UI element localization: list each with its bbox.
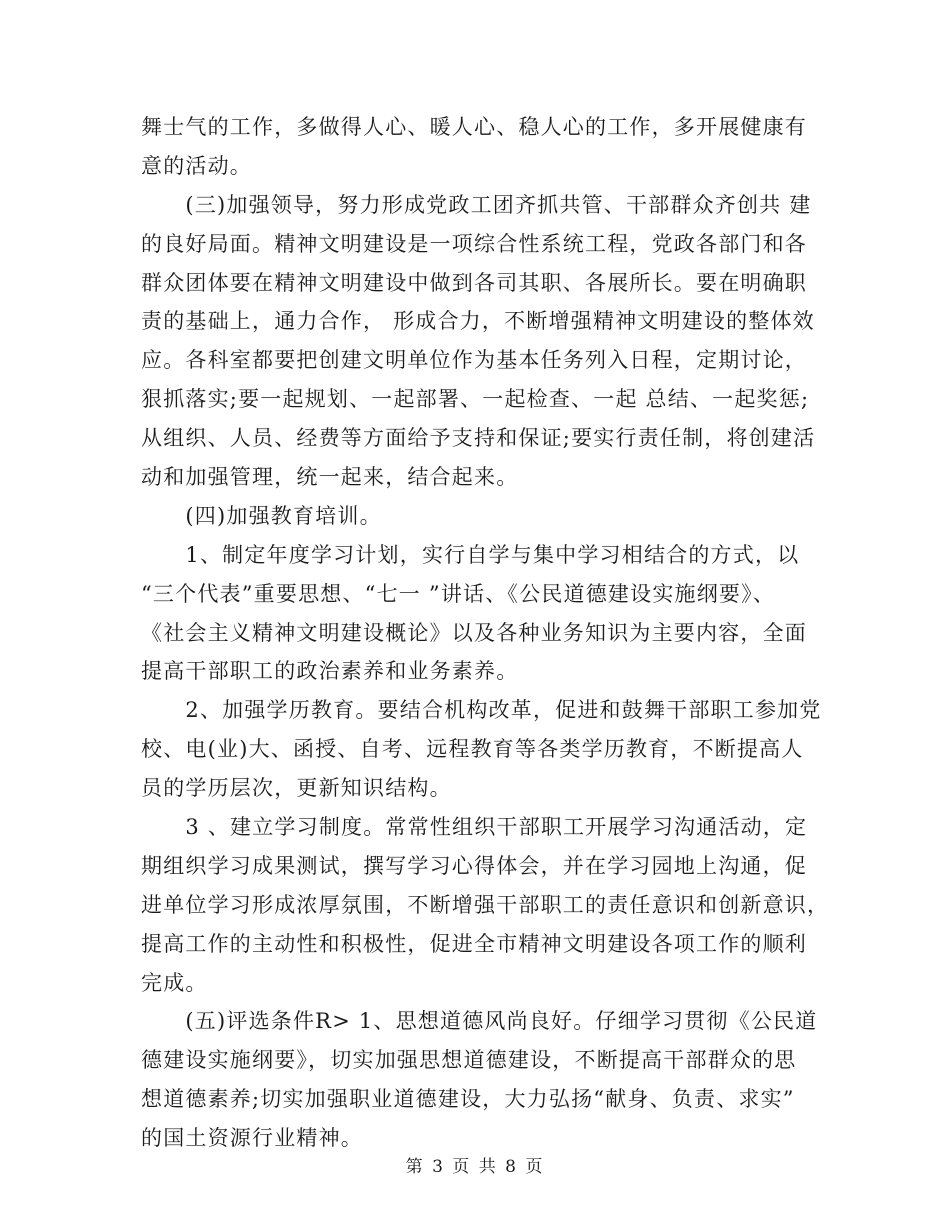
text-line: 狠抓落实;要一起规划、一起部署、一起检查、一起 总结、一起奖惩; (141, 387, 810, 412)
text-line: 动和加强管理，统一起来，结合起来。 (141, 465, 519, 490)
text-line: 期组织学习成果测试，撰写学习心得体会，并在学习园地上沟通，促 (141, 853, 807, 878)
text-line: “三个代表”重要思想、“七一 ”讲话、《公民道德建设实施纲要》、 (141, 581, 776, 606)
text-line: 德建设实施纲要》，切实加强思想道德建设，不断提高干部群众的思 (141, 1048, 797, 1073)
text-line: 的国土资源行业精神。 (141, 1126, 363, 1151)
text-line: 2、加强学历教育。要结合机构改革，促进和鼓舞干部职工参加党 (141, 698, 822, 723)
text-line: 完成。 (141, 970, 208, 995)
text-line: 想道德素养;切实加强职业道德建设，大力弘扬“献身、负责、求实” (141, 1087, 795, 1112)
text-line: 3 、建立学习制度。常常性组织干部职工开展学习沟通活动，定 (141, 815, 808, 840)
text-line: 群众团体要在精神文明建设中做到各司其职、各展所长。要在明确职 (141, 270, 807, 295)
body-text (141, 108, 830, 1158)
text-line: 应。各科室都要把创建文明单位作为基本任务列入日程，定期讨论， (141, 348, 807, 373)
text-line: 提高工作的主动性和积极性，促进全市精神文明建设各项工作的顺利 (141, 931, 807, 956)
page-footer: 第 3 页 共 8 页 (405, 1157, 545, 1177)
text-line: 的良好局面。精神文明建设是一项综合性系统工程，党政各部门和各 (141, 231, 807, 256)
text-line: (三)加强领导，努力形成党政工团齐抓共管、干部群众齐创共 建 (141, 192, 812, 217)
text-line: 意的活动。 (141, 153, 252, 178)
text-line: 1、制定年度学习计划，实行自学与集中学习相结合的方式，以 (141, 542, 800, 567)
text-line: 《社会主义精神文明建设概论》以及各种业务知识为主要内容，全面 (141, 620, 807, 645)
text-line: 校、电(业)大、函授、自考、远程教育等各类学历教育，不断提高人 (141, 737, 804, 762)
text-line: 责的基础上，通力合作， 形成合力，不断增强精神文明建设的整体效 (141, 309, 815, 334)
text-line: 进单位学习形成浓厚氛围，不断增强干部职工的责任意识和创新意识， (141, 892, 830, 917)
text-line: 从组织、人员、经费等方面给予支持和保证;要实行责任制，将创建活 (141, 426, 816, 451)
text-line: 提高干部职工的政治素养和业务素养。 (141, 659, 519, 684)
text-line: (四)加强教育培训。 (141, 503, 382, 528)
text-line: 舞士气的工作，多做得人心、暖人心、稳人心的工作，多开展健康有 (141, 115, 807, 139)
text-line: (五)评选条件R> 1、思想道德风尚良好。仔细学习贯彻《公民道 (141, 1009, 818, 1034)
text-line: 员的学历层次，更新知识结构。 (141, 776, 452, 801)
